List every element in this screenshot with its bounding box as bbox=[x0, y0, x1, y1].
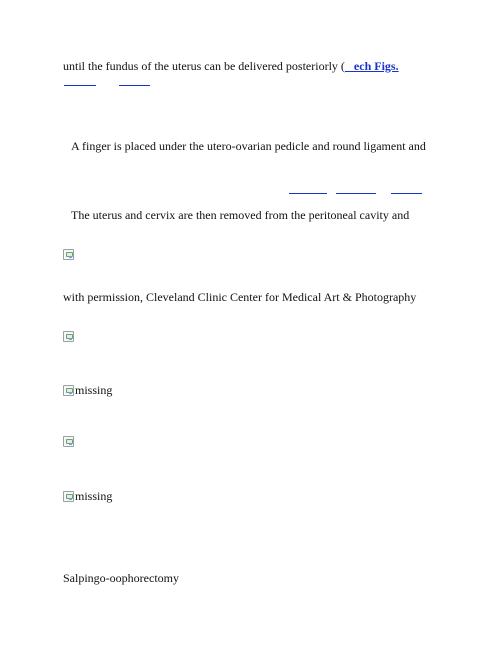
link-underline[interactable] bbox=[289, 193, 327, 194]
figure-reference-link[interactable]: ech Figs. bbox=[344, 59, 399, 73]
paragraph-line-3: The uterus and cervix are then removed from the peritoneal cavity and bbox=[71, 208, 410, 222]
image-alt-text: missing bbox=[75, 383, 113, 397]
broken-image-icon bbox=[63, 436, 74, 447]
link-underline[interactable] bbox=[336, 193, 376, 194]
link-underline[interactable] bbox=[64, 85, 96, 86]
paragraph-line-2: A finger is placed under the utero-ovarian pedicle and round ligament and bbox=[71, 139, 426, 153]
link-underline[interactable] bbox=[391, 193, 422, 194]
broken-image-icon bbox=[63, 331, 74, 342]
section-heading: Salpingo-oophorectomy bbox=[63, 571, 179, 585]
broken-image-icon bbox=[63, 249, 74, 260]
image-alt-text: missing bbox=[75, 489, 113, 503]
broken-image-icon bbox=[63, 385, 74, 396]
figure-credit: with permission, Cleveland Clinic Center for Medical Art & Photography bbox=[63, 290, 417, 304]
paragraph-line-1 bbox=[63, 59, 399, 74]
link-underline[interactable] bbox=[119, 85, 150, 86]
missing-image bbox=[63, 489, 112, 504]
missing-image bbox=[63, 383, 112, 398]
broken-image-icon bbox=[63, 491, 74, 502]
paragraph-text: until the fundus of the uterus can be delivered posteriorly ( bbox=[63, 59, 345, 73]
